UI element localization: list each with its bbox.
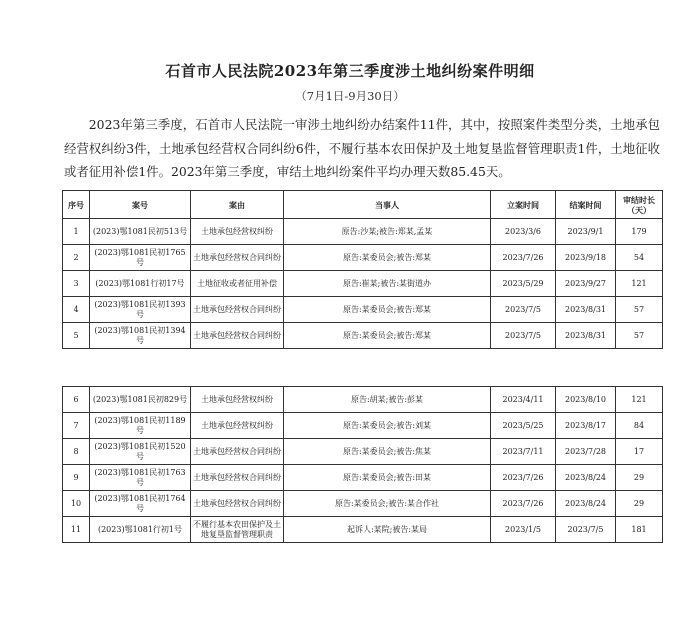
date-range-subtitle: （7月1日-9月30日） (295, 89, 405, 103)
cell-case-number: (2023)鄂1081民初1765号 (90, 245, 191, 271)
cell-index: 7 (63, 413, 90, 439)
cell-case-number: (2023)鄂1081民初513号 (90, 219, 191, 245)
cell-index: 4 (63, 297, 90, 323)
cell-closing-date: 2023/7/28 (556, 439, 616, 465)
cell-case-number: (2023)鄂1081民初1394号 (90, 323, 191, 349)
cell-filing-date: 2023/7/11 (491, 439, 556, 465)
table-row (63, 491, 663, 517)
table-row (63, 245, 663, 271)
summary-paragraph: 2023年第三季度，石首市人民法院一审涉土地纠纷办结案件11件，其中，按照案件类型分类，土地承包经营权纠纷3件，土地承包经营权合同纠纷6件，不履行基本农田保护及土地复垦监督管理职责1件，土地征收或者征用补偿1件。2023年第三季度，审结土地纠纷案件平均办理天数85.45天。 (64, 117, 660, 179)
cell-filing-date: 2023/1/5 (491, 517, 556, 543)
cell-filing-date: 2023/7/26 (491, 245, 556, 271)
cell-cause: 不履行基本农田保护及土地复垦监督管理职责 (191, 517, 284, 543)
cell-duration: 17 (616, 439, 663, 465)
header-closing-date: 结案时间 (556, 191, 616, 219)
cell-duration: 121 (616, 387, 663, 413)
header-filing-date: 立案时间 (491, 191, 556, 219)
cell-duration: 29 (616, 491, 663, 517)
table-row (63, 517, 663, 543)
cell-index: 3 (63, 271, 90, 297)
cell-parties: 原告:某委员会;被告:刘某 (284, 413, 491, 439)
cell-cause: 土地承包经营权合同纠纷 (191, 297, 284, 323)
table-row (63, 465, 663, 491)
cell-case-number: (2023)鄂1081行初17号 (90, 271, 191, 297)
cell-index: 6 (63, 387, 90, 413)
cell-filing-date: 2023/4/11 (491, 387, 556, 413)
cell-index: 11 (63, 517, 90, 543)
cell-duration: 181 (616, 517, 663, 543)
table-header-row (63, 191, 663, 219)
cell-index: 5 (63, 323, 90, 349)
cell-cause: 土地承包经营权纠纷 (191, 387, 284, 413)
cell-parties: 原告:沙某;被告:郑某,孟某 (284, 219, 491, 245)
cell-case-number: (2023)鄂1081行初1号 (90, 517, 191, 543)
header-case-number: 案号 (90, 191, 191, 219)
cell-closing-date: 2023/8/31 (556, 323, 616, 349)
cell-parties: 原告:胡某;被告:彭某 (284, 387, 491, 413)
document-title: 石首市人民法院2023年第三季度涉土地纠纷案件明细 (165, 62, 535, 80)
cell-cause: 土地承包经营权合同纠纷 (191, 491, 284, 517)
cell-case-number: (2023)鄂1081民初1520号 (90, 439, 191, 465)
cell-closing-date: 2023/8/10 (556, 387, 616, 413)
cell-filing-date: 2023/7/5 (491, 323, 556, 349)
cell-parties: 原告:某委员会;被告:田某 (284, 465, 491, 491)
cell-parties: 原告:崔某;被告:某街道办 (284, 271, 491, 297)
cell-index: 1 (63, 219, 90, 245)
cell-duration: 54 (616, 245, 663, 271)
cell-closing-date: 2023/9/1 (556, 219, 616, 245)
cell-closing-date: 2023/8/24 (556, 465, 616, 491)
cell-parties: 原告:某委员会;被告:焦某 (284, 439, 491, 465)
cell-filing-date: 2023/5/25 (491, 413, 556, 439)
cell-cause: 土地承包经营权合同纠纷 (191, 245, 284, 271)
table-row (63, 413, 663, 439)
cell-parties: 原告:某委员会;被告:郑某 (284, 297, 491, 323)
cell-parties: 原告:某委员会;被告:某合作社 (284, 491, 491, 517)
cell-cause: 土地征收或者征用补偿 (191, 271, 284, 297)
cell-parties: 起诉人:某院;被告:某局 (284, 517, 491, 543)
cell-index: 8 (63, 439, 90, 465)
cell-case-number: (2023)鄂1081民初829号 (90, 387, 191, 413)
cell-index: 9 (63, 465, 90, 491)
cell-duration: 121 (616, 271, 663, 297)
cell-filing-date: 2023/7/5 (491, 297, 556, 323)
cell-closing-date: 2023/7/5 (556, 517, 616, 543)
case-table-part1 (62, 190, 663, 349)
table-row (63, 297, 663, 323)
case-table-part2 (62, 386, 663, 543)
cell-cause: 土地承包经营权纠纷 (191, 413, 284, 439)
table-row (63, 219, 663, 245)
cell-cause: 土地承包经营权合同纠纷 (191, 465, 284, 491)
cell-filing-date: 2023/3/6 (491, 219, 556, 245)
cell-parties: 原告:某委员会;被告:郑某 (284, 323, 491, 349)
cell-filing-date: 2023/5/29 (491, 271, 556, 297)
cell-duration: 29 (616, 465, 663, 491)
cell-cause: 土地承包经营权合同纠纷 (191, 439, 284, 465)
cell-case-number: (2023)鄂1081民初1764号 (90, 491, 191, 517)
table-row (63, 271, 663, 297)
cell-closing-date: 2023/8/31 (556, 297, 616, 323)
cell-filing-date: 2023/7/26 (491, 491, 556, 517)
cell-index: 2 (63, 245, 90, 271)
cell-closing-date: 2023/9/18 (556, 245, 616, 271)
cell-case-number: (2023)鄂1081民初1393号 (90, 297, 191, 323)
cell-case-number: (2023)鄂1081民初1189号 (90, 413, 191, 439)
cell-duration: 179 (616, 219, 663, 245)
cell-parties: 原告:某委员会;被告:郑某 (284, 245, 491, 271)
header-duration: 审结时长（天） (616, 191, 663, 219)
cell-duration: 57 (616, 297, 663, 323)
cell-duration: 84 (616, 413, 663, 439)
table-row (63, 387, 663, 413)
header-cause: 案由 (191, 191, 284, 219)
header-parties: 当事人 (284, 191, 491, 219)
cell-index: 10 (63, 491, 90, 517)
cell-closing-date: 2023/8/24 (556, 491, 616, 517)
cell-duration: 57 (616, 323, 663, 349)
cell-filing-date: 2023/7/26 (491, 465, 556, 491)
cell-closing-date: 2023/9/27 (556, 271, 616, 297)
cell-cause: 土地承包经营权纠纷 (191, 219, 284, 245)
cell-closing-date: 2023/8/17 (556, 413, 616, 439)
cell-cause: 土地承包经营权合同纠纷 (191, 323, 284, 349)
table-row (63, 439, 663, 465)
cell-case-number: (2023)鄂1081民初1763号 (90, 465, 191, 491)
table-row (63, 323, 663, 349)
header-index: 序号 (63, 191, 90, 219)
